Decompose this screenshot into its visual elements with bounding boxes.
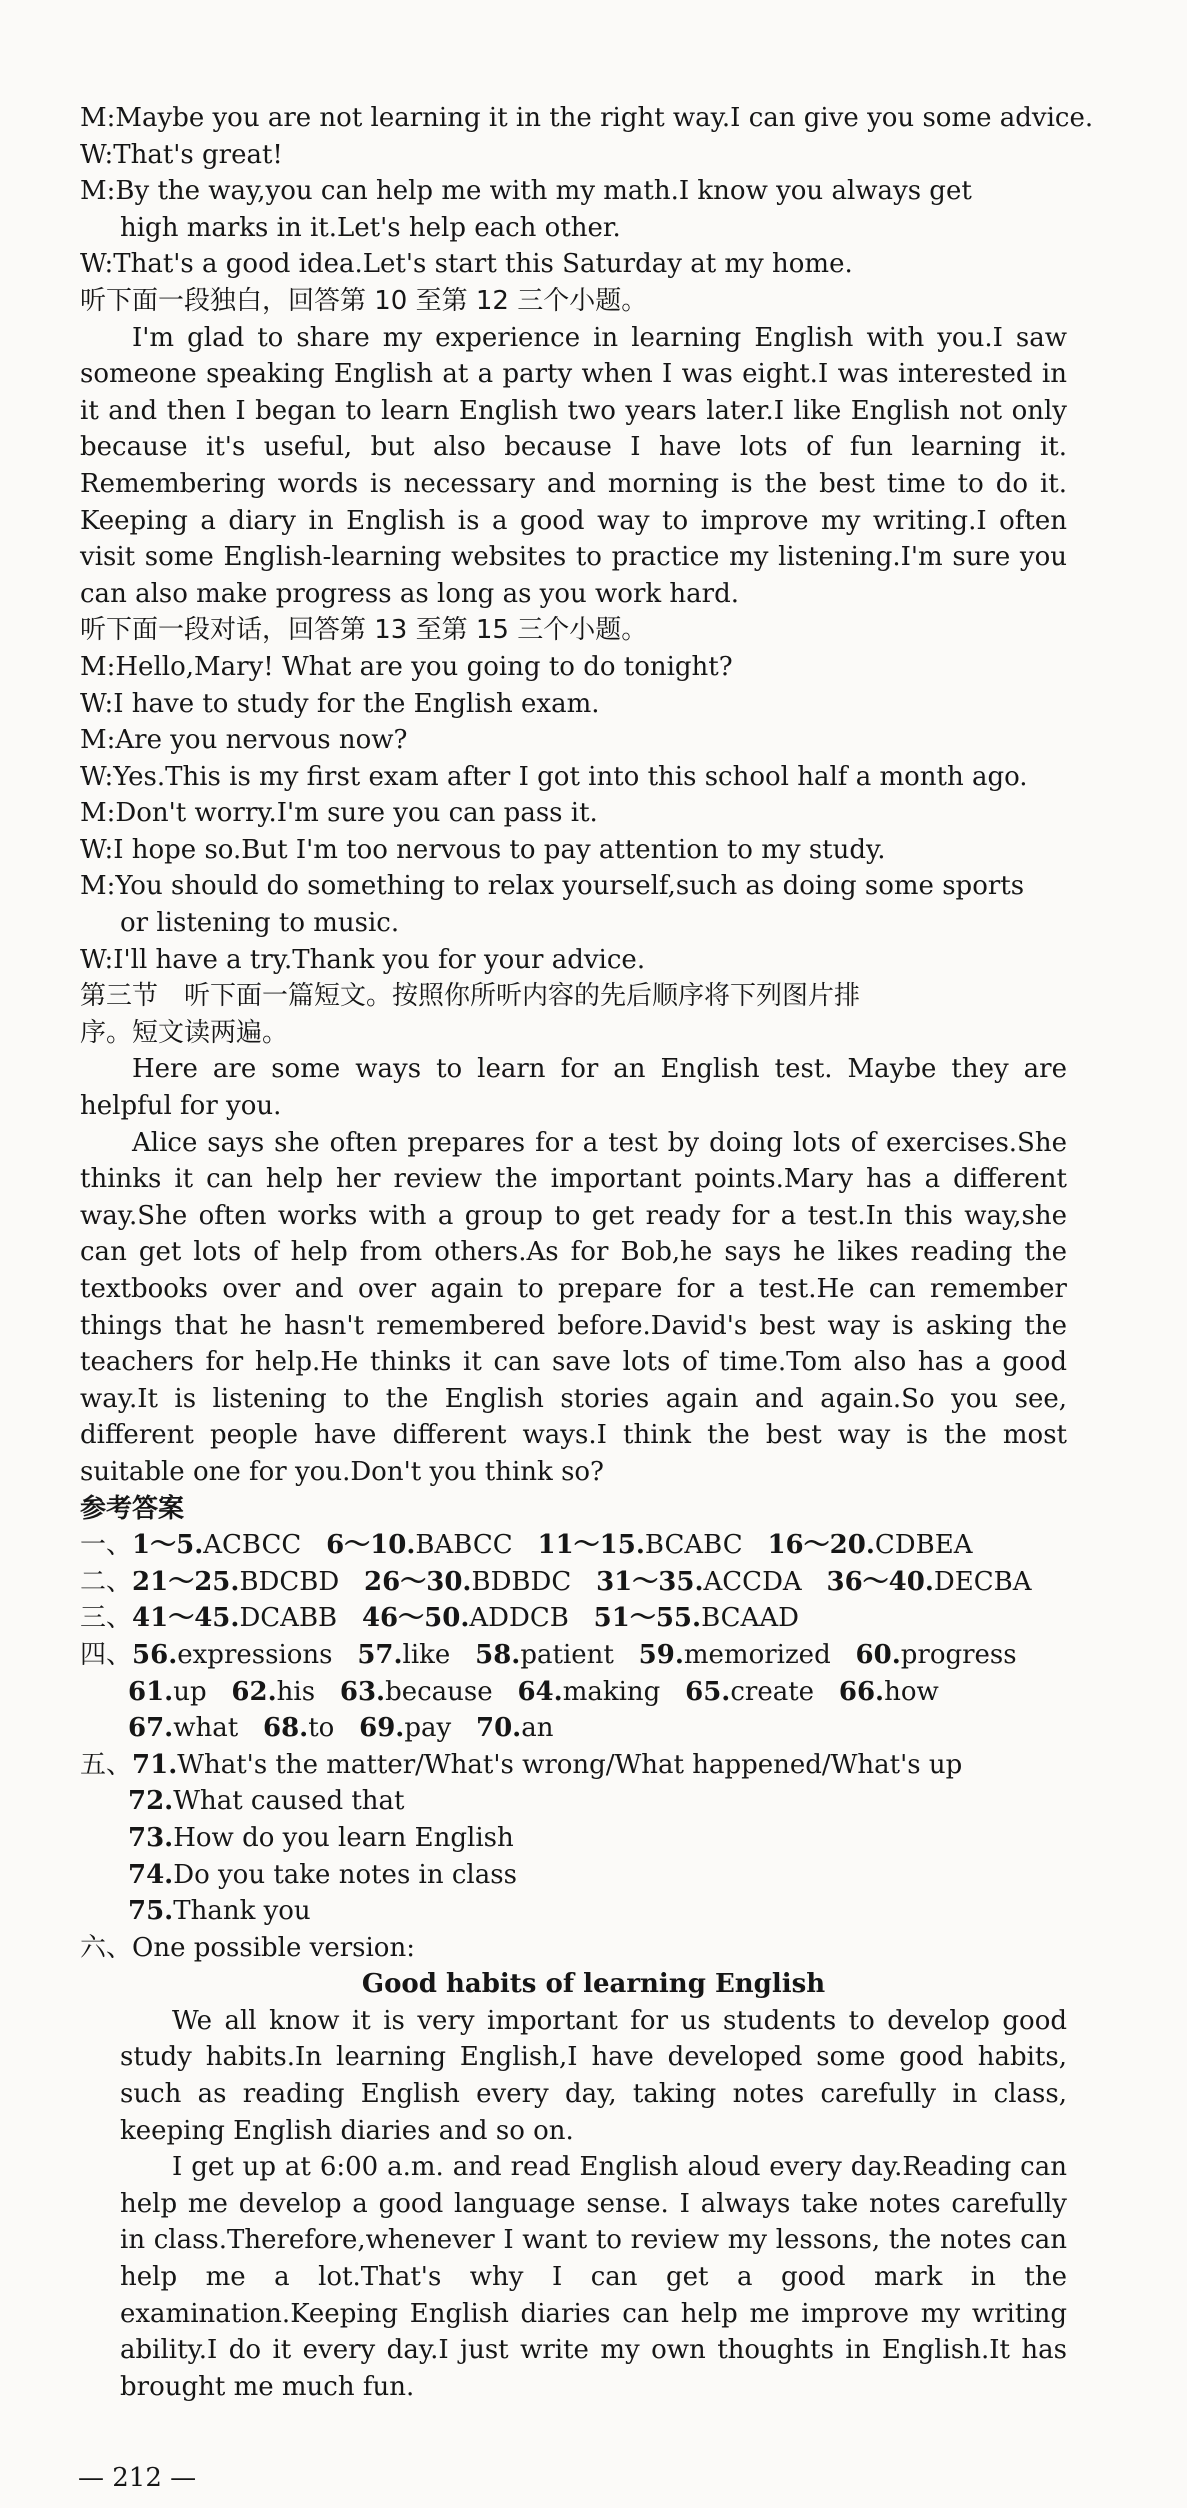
dialogue-line: M:Don't worry.I'm sure you can pass it. [80,798,598,829]
passage-paragraph: Here are some ways to learn for an English test. Maybe they are helpful for you. [80,1054,1067,1122]
dialogue-1 [80,100,1094,283]
dialogue-line: M:By the way,you can help me with my math.I know you always get [80,176,972,207]
page-number: — 212 — [78,2463,197,2493]
dialogue-line: M:Maybe you are not learning it in the right way.I can give you some advice. [80,103,1094,133]
answers-section-4-row-2: 61.up 62.his 63.because 64.making 65.create 66.how [128,1676,939,1707]
essay-paragraph: We all know it is very important for us students to develop good study habits.In learning English,I have developed some good habits, such as reading English every day, taking notes carefully in class, keeping English diaries and so on. [120,2005,1067,2146]
section-3-heading-cont: 序。短文读两遍。 [80,1017,289,1048]
passage-paragraph: Alice says she often prepares for a test by doing lots of exercises.She thinks it can help her review the important points.Mary has a different way.She often works with a group to get ready for a test.In this way,she can get lots of help from others.As for Bob,he says he likes reading the textbooks over and over again to prepare for a test.He can remember things that he hasn't remembered before.David's best way is asking the teachers for help.He thinks it can save lots of time.Tom also has a good way.It is listening to the English stories again and again.So you see, different people have different ways.I think the best way is the most suitable one for you.Don't you think so? [80,1127,1067,1487]
dialogue-line: M:Are you nervous now? [80,725,408,756]
answer-item: 72.What caused that [128,1786,405,1817]
dialogue-line: W:I have to study for the English exam. [80,688,600,719]
dialogue-line: high marks in it.Let's help each other. [120,212,621,243]
answers-section-3: 三、41～45.DCABB 46～50.ADDCB 51～55.BCAAD [80,1603,799,1634]
dialogue-2 [80,649,1067,978]
dialogue-line: W:Yes.This is my first exam after I got into this school half a month ago. [80,761,1028,792]
answer-item: 74.Do you take notes in class [128,1859,517,1890]
dialogue-line: W:I'll have a try.Thank you for your advice. [80,944,646,975]
answers-section-6: 六、One possible version: [80,1932,415,1963]
essay-title: Good habits of learning English [361,1969,826,2000]
answers-section-4: 四、56.expressions 57.like 58.patient 59.memorized 60.progress [80,1639,1017,1670]
dialogue-line: W:I hope so.But I'm too nervous to pay attention to my study. [80,834,886,865]
dialogue-line: W:That's great! [80,139,283,170]
monologue-heading: 听下面一段独白，回答第 10 至第 12 三个小题。 [80,285,648,316]
dialogue-line: M:Hello,Mary! What are you going to do tonight? [80,651,733,682]
dialogue-2-heading: 听下面一段对话，回答第 13 至第 15 三个小题。 [80,615,648,646]
answer-item: 73.How do you learn English [128,1822,514,1853]
answers-section-5: 五、71.What's the matter/What's wrong/What happened/What's up [80,1749,963,1780]
dialogue-line: W:That's a good idea.Let's start this Saturday at my home. [80,249,853,280]
answers-section-4-row-3: 67.what 68.to 69.pay 70.an [128,1713,554,1744]
answers-heading: 参考答案 [80,1493,185,1524]
monologue-text: I'm glad to share my experience in learning English with you.I saw someone speaking English at a party when I was eight.I was interested in it and then I began to learn English two years later.I like English not only because it's useful, but also because I have lots of fun learning it. Remembering words is necessary and morning is the best time to do it. Keeping a diary in English is a good way to improve my writing.I often visit some English-learning websites to practice my listening.I'm sure you can also make progress as long as you work hard. [80,322,1067,609]
answer-item: 75.Thank you [128,1896,311,1927]
answers-section-1: 一、1～5.ACBCC 6～10.BABCC 11～15.BCABC 16～20.CDBEA [80,1530,973,1561]
essay-body [80,2003,1067,2406]
dialogue-line: or listening to music. [120,908,400,939]
essay-paragraph: I get up at 6:00 a.m. and read English aloud every day.Reading can help me develop a good language sense. I always take notes carefully in class.Therefore,whenever I want to review my lessons, the notes can help me a lot.That's why I can get a good mark in the examination.Keeping English diaries can help me improve my writing ability.I do it every day.I just write my own thoughts in English.It has brought me much fun. [120,2152,1067,2402]
dialogue-line: M:You should do something to relax yourself,such as doing some sports [80,871,1025,902]
answers-section-2: 二、21～25.BDCBD 26～30.BDBDC 31～35.ACCDA 36～40.DECBA [80,1566,1032,1597]
section-3-heading: 第三节 听下面一篇短文。按照你所听内容的先后顺序将下列图片排 [80,981,861,1012]
